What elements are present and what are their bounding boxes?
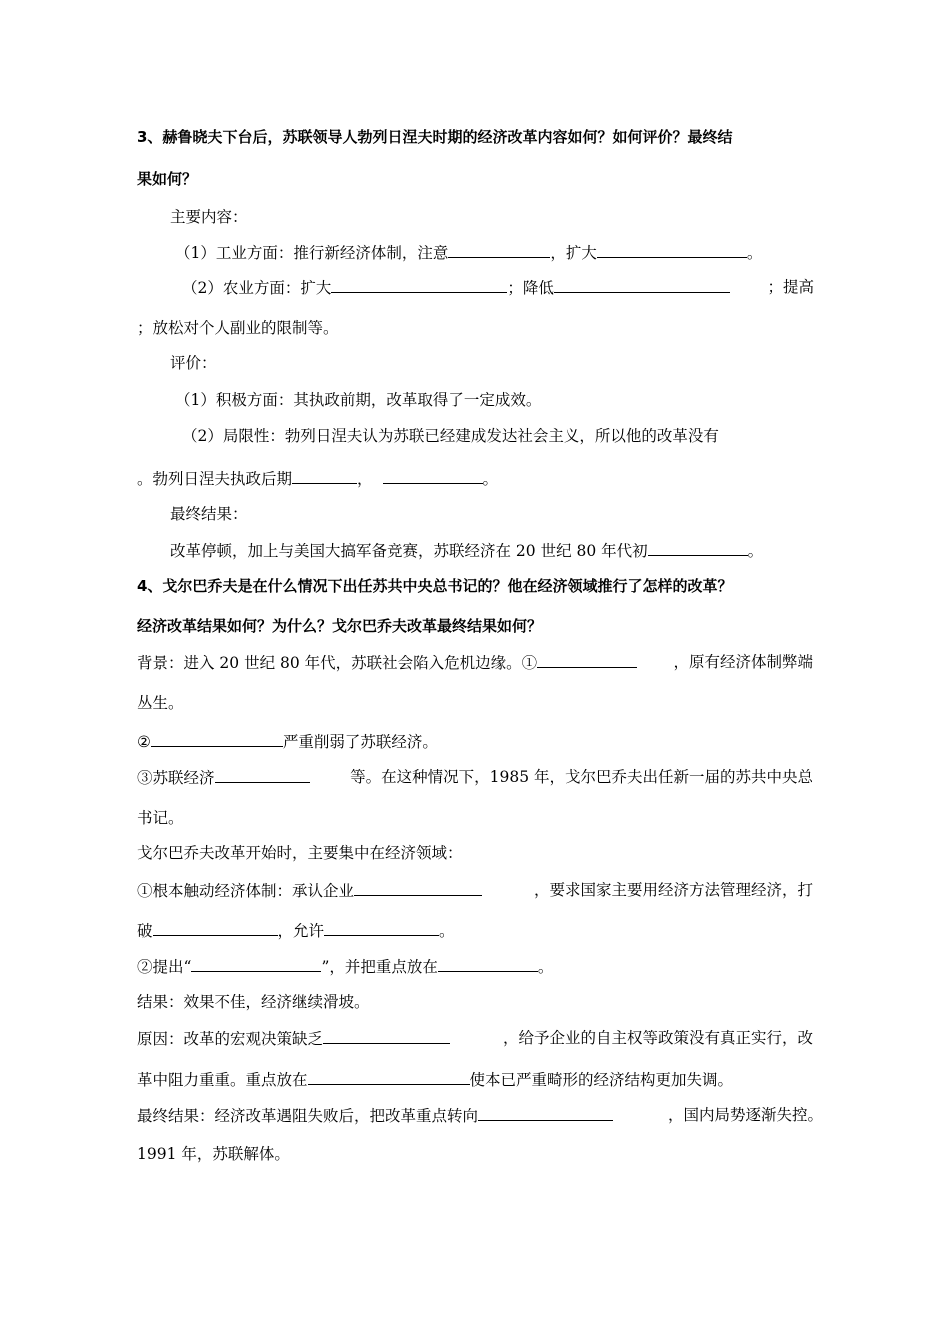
blank-r1-3[interactable] <box>324 920 439 936</box>
blank-r2-1[interactable] <box>191 956 321 972</box>
q3-industry-text-b: ，扩大 <box>550 244 597 262</box>
q3-limit-text-c: ， <box>357 470 373 488</box>
q3-industry-text-c: 。 <box>746 244 763 262</box>
q4-r1-text-c: 破 <box>137 922 153 940</box>
q4-item2-text-a: ② <box>137 733 151 751</box>
q3-title-line2: 果如何？ <box>137 170 198 188</box>
q4-reason-line <box>137 1028 813 1049</box>
q4-reason-text-a: 原因：改革的宏观决策缺乏 <box>137 1030 324 1048</box>
blank-limit-2[interactable] <box>383 468 483 484</box>
q4-r2-text-c: 。 <box>537 958 554 976</box>
q4-reason-text-d: 使本已严重畸形的经济结构更加失调。 <box>469 1071 734 1089</box>
blank-agri-2[interactable] <box>554 277 730 293</box>
blank-result[interactable] <box>648 540 748 556</box>
q3-limit-cont <box>137 468 498 489</box>
q4-item2-text-b: 严重削弱了苏联经济。 <box>282 733 438 751</box>
q4-r1-text-b: ，要求国家主要用经济方法管理经济，打 <box>533 881 813 899</box>
blank-r2-2[interactable] <box>438 956 538 972</box>
q3-eval-label: 评价： <box>170 354 217 372</box>
q4-item3-cont: 书记。 <box>137 809 184 827</box>
q4-r2-text-b: ”，并把重点放在 <box>321 958 438 976</box>
blank-item2[interactable] <box>151 731 283 747</box>
q3-limit-text-d: 。 <box>482 470 499 488</box>
q4-outcome: 结果：效果不佳，经济继续滑坡。 <box>137 993 370 1011</box>
q3-title-line1: 3、赫鲁晓夫下台后，苏联领导人勃列日涅夫时期的经济改革内容如何？如何评价？最终结 <box>137 128 733 146</box>
q4-item3-line <box>137 767 813 788</box>
q4-r1-text-a: ①根本触动经济体制：承认企业 <box>137 882 355 900</box>
q3-agri-text-c: ；提高 <box>767 278 814 296</box>
q3-limit-text-b: 。勃列日涅夫执政后期 <box>137 470 293 488</box>
q3-positive: （1）积极方面：其执政前期，改革取得了一定成效。 <box>175 391 542 409</box>
q4-reason-text-c: 革中阻力重重。重点放在 <box>137 1071 308 1089</box>
q3-industry-line <box>175 242 762 263</box>
q3-result-text-b: 。 <box>747 542 764 560</box>
blank-reason-2[interactable] <box>308 1069 470 1085</box>
q3-result-label: 最终结果： <box>170 505 248 523</box>
blank-final[interactable] <box>478 1105 613 1121</box>
blank-limit-1[interactable] <box>292 468 357 484</box>
q4-r1-text-d: ，允许 <box>277 922 325 940</box>
q4-item2-line <box>137 731 438 752</box>
q4-bg-text-b: ，原有经济体制弊端 <box>673 653 813 671</box>
q3-agri-line <box>182 277 814 298</box>
blank-bg-1[interactable] <box>537 652 637 668</box>
q3-result-text-a: 改革停顿，加上与美国大搞军备竞赛，苏联经济在 20 世纪 80 年代初 <box>170 542 648 560</box>
q3-result-line <box>170 540 763 561</box>
q3-agri-cont: ；放松对个人副业的限制等。 <box>137 319 339 337</box>
q4-r1-text-e: 。 <box>439 922 455 940</box>
q3-industry-text-a: （1）工业方面：推行新经济体制，注意 <box>175 244 449 262</box>
q4-bg-cont: 丛生。 <box>137 694 184 712</box>
q4-item3-text-a: ③苏联经济 <box>137 769 215 787</box>
q4-item3-text-b: 等。在这种情况下，1985 年，戈尔巴乔夫出任新一届的苏共中央总 <box>350 768 813 786</box>
q4-reform-intro: 戈尔巴乔夫改革开始时，主要集中在经济领域： <box>137 844 463 862</box>
blank-item3[interactable] <box>215 767 310 783</box>
q4-bg-line <box>137 652 813 673</box>
q4-bg-text-a: 背景：进入 20 世纪 80 年代，苏联社会陷入危机边缘。① <box>137 654 538 672</box>
q4-r2-line <box>137 956 553 977</box>
q3-agri-text-b: ；降低 <box>507 279 554 297</box>
q3-agri-text-a: （2）农业方面：扩大 <box>182 279 332 297</box>
blank-reason-1[interactable] <box>323 1028 450 1044</box>
blank-industry-1[interactable] <box>448 242 550 258</box>
blank-r1-2[interactable] <box>153 920 278 936</box>
blank-industry-2[interactable] <box>597 242 747 258</box>
blank-agri-1[interactable] <box>331 277 507 293</box>
blank-r1-1[interactable] <box>354 880 482 896</box>
q4-final-text-b: ，国内局势逐渐失控。 <box>667 1106 823 1124</box>
q4-title-line2: 经济改革结果如何？为什么？戈尔巴乔夫改革最终结果如何？ <box>137 617 543 635</box>
q4-r1-line <box>137 880 813 901</box>
q4-reason-cont <box>137 1069 733 1090</box>
q4-reason-text-b: ，给予企业的自主权等政策没有真正实行，改 <box>502 1029 813 1047</box>
q4-title-line1: 4、戈尔巴乔夫是在什么情况下出任苏共中央总书记的？他在经济领域推行了怎样的改革？ <box>137 577 733 595</box>
q4-final-cont: 1991 年，苏联解体。 <box>137 1145 290 1163</box>
q3-main-label: 主要内容： <box>170 208 248 226</box>
q4-r1-cont <box>137 920 455 941</box>
q4-final-line <box>137 1105 823 1126</box>
q4-r2-text-a: ②提出“ <box>137 958 192 976</box>
q4-final-text-a: 最终结果：经济改革遇阻失败后，把改革重点转向 <box>137 1107 479 1125</box>
q3-limit-line: （2）局限性：勃列日涅夫认为苏联已经建成发达社会主义，所以他的改革没有 <box>182 427 719 445</box>
